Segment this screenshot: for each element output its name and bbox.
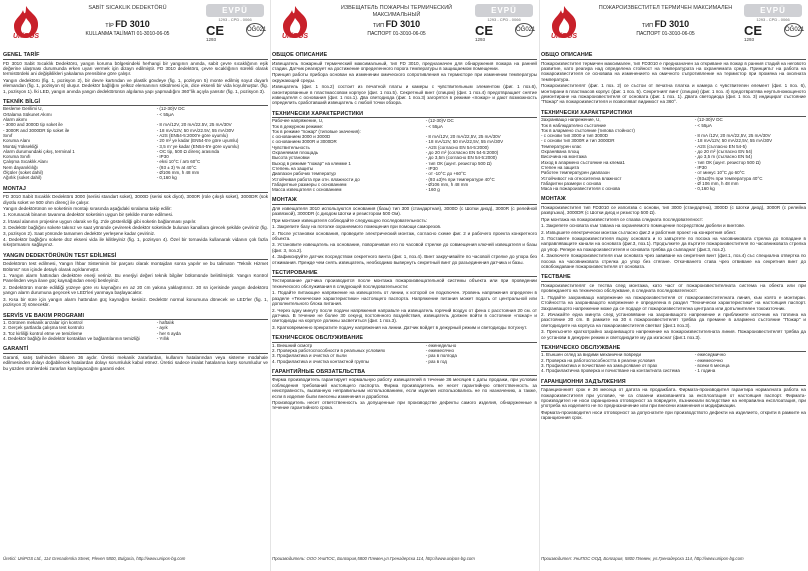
spec-label: - с основи тип 3000 и тип 3000D — [541, 133, 608, 139]
spec-value: - haftalık — [156, 320, 174, 325]
paragraph: 3. Установите извещатель на основание, поворачивая его по часовой стрелке до совмещения ключей извещателя и базы (фиг. 3, поз.2). — [272, 242, 537, 253]
section-heading: ОБЩОЕ ОПИСАНИЕ — [272, 52, 537, 60]
spec-value: - раз в полгода — [425, 353, 457, 359]
spec-label: Alarm durumundaki çıkış, terminal 1 — [3, 148, 75, 154]
paragraph: Принцип работы прибора основан на изменении омического сопротивления на термисторе при изменении температуры окружающей среды. — [272, 72, 537, 83]
cert-code: 1293 - CPD - 0066 — [218, 17, 252, 22]
manufacturer-footer: Üretici: UniPOS Ltd., 114 Grenaderska Street, Pleven 5800, Bulgaria, http://www.unipos-bg.com — [3, 556, 186, 561]
spec-value: - до 3,5m (согласно EN 54-5:2000) — [425, 155, 497, 161]
paragraph: Пожароизвестител термичен максимален, тип FD3010 е предназначен за откриване на пожар в ранния стадий на неговото развитие, като реагира над определена стойност на температурата на охраняемата среда. Принципът на работа на пожароизвестителя се основава на изменението на омичното съпротивление на термистор при промяна на околната температура. — [541, 60, 806, 82]
spec-label: Габаритные размеры с основанием — [272, 181, 347, 187]
spec-value: - ежемесечно — [694, 357, 723, 363]
brand-name: UniPOS — [550, 33, 578, 40]
paragraph: 2. Изчакайте една минута след установяване на захранващото напрежение и приближете източник на топлина на разстояние 20 cm. В рамките на 30 s пожароизвестителят трябва да премине в алармено състояние "Пожар" и светодиодите на корпуса на пожароизвестителя светват (фиг.1 поз.3). — [541, 311, 806, 328]
section-heading: ГАРАНТИЙНЫЕ ОБЯЗАТЕЛЬСТВА — [272, 369, 537, 377]
spec-label: 2. Проверка работоспособности в реальных условиях — [272, 347, 386, 353]
spec-value: - Ø106 mm, h 48 mm — [156, 170, 200, 175]
product-title: ПОЖАРОИЗВЕСТИТЕЛ ТЕРМИЧЕН МАКСИМАЛЕН — [598, 5, 733, 11]
column-header — [272, 0, 537, 50]
spec-value: - 8 mA/12V, 20 mA/22.5V, 25 mA/30V — [156, 122, 232, 128]
spec-value: - < 55μA — [694, 122, 712, 128]
spec-value: - Ø106 mm, h 48 mm — [425, 181, 469, 187]
column-body — [272, 52, 537, 571]
model-number: FD 3010 — [385, 19, 421, 29]
paragraph: Тестирование датчика производится после монтажа пожароизвещательной системы объекта или при проведении технического обслуживания в следующей последовательности: — [272, 278, 537, 289]
section-heading: ТЕХНИЧЕСКИ ХАРАКТЕРИСТИКИ — [541, 110, 806, 118]
spec-value: - eksi 10°C / artı 60°C — [156, 159, 201, 165]
spec-row — [541, 368, 806, 373]
section-heading: ТЕХНИЧЕСКИ ХАРАКТЕРИСТИКИ — [272, 111, 537, 119]
paragraph: Yangın dedektörünün ve soketinin montajı sırasında aşağıdaki sıralama takip edilir: — [3, 205, 172, 211]
evpu-logo: EVPÜ — [475, 4, 533, 17]
spec-label: Alarm akımı — [3, 117, 28, 123]
spec-value: - A2S (EN54-5:2000'e göre uyumlu) — [156, 132, 228, 138]
spec-value: - 8 mA /12V, 20 mA/22,5V, 25 mA/30V — [694, 133, 771, 139]
paragraph: Dedektörün test edilmesi, Yangın İhbar Sisteminin bir parçası olarak montajdan sonra yapılır ve bu talimatın "Teknik Hizmet Bölümü" nün içinde detaylı olarak açıklanmıştır. — [3, 261, 268, 272]
spec-row — [3, 336, 268, 341]
paragraph: 1. Подайте захранващо напрежение на пожароизвестителя от пожароизвестителната линия, към която е монтиран. Стойността на захранващото напрежение е определена в раздел "Технически характеристики" на настоящия паспорт. Захранващото напрежение може да се подаде от пожароизвестителна централа или допълнителен токоизточник. — [541, 294, 806, 311]
product-title: ИЗВЕЩАТЕЛЬ ПОЖАРНЫ ТЕРМИЧЕСКИЙ МАКСИМАЛЬНЫЙ — [340, 5, 453, 18]
spec-label: Высота установки — [272, 155, 310, 161]
spec-label: 1. Външен оглед за видими механични повреди — [541, 352, 641, 358]
column-divider — [270, 0, 271, 571]
spec-label: 1. Görünen mekanik arızalar için kontrol — [3, 320, 83, 325]
paragraph: 1. Yangın alarm hattından dedektöre enerji veriniz. Bu enerjiyi değeri teknik bilgiler bölümünde belirtilmiştir. Yangın Kontrol Panelinden veya ilave güç kaynağından enerji besleyiniz. — [3, 273, 268, 284]
model-number: FD 3010 — [115, 19, 150, 29]
approval-mark: ÖĞ021 — [784, 23, 802, 37]
product-title: SABİT SICAKLIK DEDEKTÖRÜ — [88, 5, 167, 11]
spec-value: - (93 ± 3) % at 40°C — [156, 164, 197, 170]
spec-value: - ayık — [156, 325, 168, 331]
spec-value: - her 6 ayda — [156, 330, 181, 336]
document-number: ПАСПОРТ 01-3010-06-05 — [636, 31, 695, 37]
spec-value: - (12-30)V DC — [156, 106, 185, 112]
type-label: ТИП — [372, 23, 385, 29]
spec-label: Ağırlık (soket dahil) — [3, 175, 42, 181]
paragraph: 4. Заключете пожароизвестителя към основата чрез завиване на секретния винт (фиг.1, поз.4) със специална отвертка по посока на часовниковата стрелка до упор без стягане. Откачването става чрез отвиване на секретния винт до освобождаване пожароизвестителя от основата. — [541, 253, 806, 269]
spec-label: Выход в режиме "пожар" на клемме 1 — [272, 160, 351, 166]
ce-mark: CE — [475, 23, 494, 38]
spec-label: Маса на пожароизвестителя с основа — [541, 186, 620, 192]
spec-label: Устойчивост на относителна влажност — [541, 175, 622, 181]
spec-label: Ток в дежурном режиме: — [272, 123, 324, 129]
cert-marks — [744, 23, 805, 38]
section-heading: ГАРАНЦИОННИ ЗАДЪЛЖЕНИЯ — [541, 379, 806, 387]
spec-label: Koruma Alanı — [3, 138, 31, 144]
section-heading: ОБЩО ОПИСАНИЕ — [541, 52, 806, 60]
document-number: ПАСПОРТ 01-3010-06-05 — [367, 31, 426, 37]
spec-label: 3. Toz kirliliği kontrol etme ve temizleme — [3, 330, 83, 336]
spec-value: - (12-30)V DC — [694, 117, 723, 123]
spec-value: - 0,160 kg — [156, 175, 177, 181]
spec-label: 3. Профилактика и почистване на замърсяване от прах — [541, 363, 658, 369]
paragraph: 4. Dedektör bağlığını sokete düz ekseni vida ile kilitleyiniz (fig. 1, pozisyon 4). Özel bir tornavida kullanarak vidanın çok fazla sıkıştırmasını sağlayınız. — [3, 236, 268, 248]
section-heading: TEKNİK BİLGİ — [3, 99, 268, 107]
paragraph: FD 3010 Sabit Sıcaklık Dedektörü, yangın koruma bölgesindeki herhangi bir yangının anında, sabit çevre sıcaklığının eşik değerine ulaşması durumunda erken uyarı vermek için dizayn edilmiştir. FD 3010 dedektörü, çevre sıcaklığının sürekli olarak termistördeki ani değişiklikleri yakalama prensibine göre çalışır. — [3, 60, 268, 77]
cert-code: 1293 - CPD - 0066 — [756, 17, 790, 22]
column-header — [3, 0, 268, 50]
paragraph: При монтаже извещателя соблюдайте следующую последовательность: — [272, 217, 428, 223]
spec-value: - тип ОК (шунт. резистор 500 Ω) — [694, 159, 761, 165]
spec-label: с основанием 3000R и 3000DR — [272, 139, 337, 145]
unipos-logo — [5, 4, 47, 44]
approval-mark: ÖĞ021 — [515, 23, 533, 37]
spec-value: - < 55μA — [425, 123, 443, 129]
spec-label: Ток в наблюдателно състояние — [541, 122, 607, 128]
spec-row — [272, 187, 537, 192]
spec-label: Температурен клас — [541, 143, 582, 149]
document-number: KULLANMA TALİMATI 01-3010-06-05 — [85, 31, 170, 37]
spec-value: - A2S (съгласно EN 54-5) — [694, 143, 747, 149]
spec-value: - до 20 m² (согласно EN 54-5:2000) — [425, 150, 499, 156]
spec-label: Охраняемая площадь — [272, 150, 319, 156]
spec-label: Охранявана площ — [541, 149, 580, 155]
spec-label: 2. Проверка на работоспособността в реални условия — [541, 357, 655, 363]
paragraph: Для извещателя 3010 используются основания (базы) тип 300 (стандартная), 3000D (с Шотки диод), 3000R (с релейной развязкой), 3000DR (с диодом Шотки и резистором 500 Ом). — [272, 205, 537, 217]
type-label: ТИП — [641, 23, 654, 29]
spec-label: Чувствительность — [272, 144, 310, 150]
spec-value: - < 55μA — [156, 111, 174, 117]
manufacturer-footer: Производитель: ООО УниПОС, Болгария,5800 Плевен,ул.Гренадерска 114, http://www.unipos-bg.com — [272, 556, 475, 561]
paragraph: Пожароизвестителят (фиг. 1 поз. 2) се състои от печатна платка и камера с чувствителен елемент (фиг. 1 поз. 6), монтирани в пластмасов корпус (фиг. 1 поз. 5). Секретният винт (спицом) (фиг. 1 поз. 4) предотвратява неупълномощеното демонтиране на пожароизвестителя от основата (фиг. 1 поз. 1). Двата светодиода (фиг. 1 поз. 3) индицират състояние "Пожар" на пожароизвестителя и позволяват видимост на 360°. — [541, 83, 806, 105]
paragraph: Garanti, satış tarihinden itibaren 36 aydır. Üretici mekanik zararlardan, kullanım hatalarından veya sisteme müdahale edilmesinden dolayı doğabilecek hatalardan dolayı sorumluluk kabul etmez. Üretici sadece imalat hatalarına karşı sorumludur ve bu yüzden ürünlerdeki zararları karşılayacağını garanti eder. — [3, 354, 268, 371]
ce-mark: CE — [206, 23, 225, 38]
section-heading: ТЕСТВАНЕ — [541, 274, 806, 282]
paragraph: 3. Dedektör bağlığını sokete takınız ve saat yönünde çevirerek dedektör soketinde bulunan kanallara girecek şekilde çeviriniz (fig. 3, pozisyon 2). Saat yönünde tamamen dedektör yerleşene kadar çeviriniz. — [3, 225, 268, 236]
paragraph: Yangın dedektörü (fig. 1, pozisyon 2), bir devre kartından ve plastik gövdeye (fig. 1, pozisyon 5) monte edilmiş soyut duyarlı elemandan (fig. 1, pozisyon 6) oluşur. Dedektör bağlığını yelküz elemanının sökülmesi için, dice eksenli bir vida koyulmuştur. (fig. 1, pozisyon 1). İki LED, yangın anında yangın dedektörünün algılama yapı yapmadığını 360°lik açıyla yansıtır (fig. 1, pozisyon 3). — [3, 77, 268, 94]
paragraph: Пожароизвестителят се тества след монтажа, като част от пожароизвестителната система на обекта или при провеждането на техническо обслужване, в следната последователност: — [541, 282, 806, 294]
spec-value: - IP30 — [156, 154, 169, 160]
manufacturer-footer: Производител: УниПОС ООД, Болгария, 5800 Плевен, ул.Гренадерска 114, http://www.unipos-bg.com — [541, 556, 744, 561]
section-heading: GARANTİ — [3, 346, 268, 354]
spec-label: Besleme Gerilimi U, — [3, 106, 43, 112]
spec-label: Çalışma Sıcaklık Alanı — [3, 159, 48, 165]
section-heading: МОНТАЖ — [272, 197, 537, 205]
unipos-logo — [274, 4, 316, 44]
evpu-logo: EVPÜ — [744, 4, 802, 17]
spec-value: - OC tip, 500 Ω direnç arasında — [156, 148, 220, 154]
spec-label: Sınıf — [3, 132, 13, 138]
cert-numbers — [206, 37, 264, 42]
section-heading: SERVİS VE BAKIM PROGRAMI — [3, 313, 268, 321]
spec-label: Ortalama Sükunet Akımı — [3, 111, 52, 117]
column-header — [541, 0, 806, 50]
spec-label: Изход в алармено състояние на клема1 — [541, 159, 625, 165]
certification-block — [744, 4, 805, 48]
model-line — [589, 19, 742, 29]
paragraph: 3. Kısa bir süre için yangın alarm hattından güç kaynağını kesiniz. Dedektör normal konumuna dönecek ve LED'ler (fig. 1, pozisyon 3) sönecektir. — [3, 296, 268, 308]
paragraph: Фирма производитель гарантирует нормальную работу извещателей в течение 36 месяцев с даты продажи, при условии соблюдения требований настоящего паспорта. Фирма производитель не несет гарантийную ответственность за неисправность, вызванную неправильным использованием, если изделия использовались не по назначению, а также, если в изделие были внесены изменения и доработки. — [272, 377, 537, 399]
section-heading: МОНТАЖ — [541, 196, 806, 204]
spec-row — [3, 175, 268, 180]
spec-label: Koruma Sınıfı — [3, 154, 31, 160]
spec-label: Захранващо напрежение, U, — [541, 117, 601, 123]
paragraph: 1. Подайте питающее напряжение на извещатель от линии, к которой он подключен. Уровень напряжения определен в разделе «Технические характеристики» настоящего паспорта. Напряжение питания может подать от центральной или дополнительного блока питания. — [272, 290, 537, 307]
spec-value: - (93±3)% при температура 40°C — [694, 175, 763, 181]
paragraph: 4. Зафиксируйте датчик посредством секретного винта (фиг. 1, поз.4). Винт закручивайте по часовой стрелке до упора без отжимания. Прежде чем снять извещатель, необходимо вывернуть секретный винт до разъединения датчика и базы. — [272, 254, 537, 265]
model-number: FD 3010 — [654, 19, 690, 29]
paragraph: 2. Извършете електрически монтаж съгласно фиг.2 и работния проект на конкретния обект. — [541, 229, 737, 235]
spec-label: Габаритни размери с основа — [541, 180, 601, 186]
section-heading: MONTAJ — [3, 186, 268, 194]
spec-label: - 3000 and 3000D tip soket ile — [3, 122, 63, 128]
spec-label: Степень на защиты — [272, 165, 314, 171]
spec-value: - Ø 106 mm, h 48 mm — [694, 180, 739, 186]
brand-name: UniPOS — [281, 33, 309, 40]
paragraph: Фирмата-производител носи отговорност за допуснатите при производството дефекти на изделието, открити в рамките на гаранционния срок. — [541, 409, 806, 421]
paragraph: 1. Закрепите базу на потолке охраняемого помещения при помощи саморезов. — [272, 224, 442, 230]
spec-value: - 18 mA/12V, 50 mA/22.5V, 55 mA/30V — [156, 127, 235, 133]
spec-label: 4. Профилактична проверка и почистване на контактната система — [541, 368, 680, 374]
spec-value: - тип ОК (шунт. резистор 500 Ω) — [425, 160, 492, 166]
spec-label: 4. Dedektör bağlığı ile dedektör kontakları ve bağlantılarının temizliği — [3, 335, 140, 341]
spec-label: Montaj Yüksekliği — [3, 143, 38, 149]
spec-row — [272, 359, 537, 364]
evpu-logo: EVPÜ — [206, 4, 264, 17]
paragraph: Гаранционният срок е 36 месеца от датата на продажбата. Фирмата-производител гарантира нормалната работа на пожароизвестителя при условие, че са спазени изискванията за експлоатация от настоящия паспорт. Фирмата-производител не носи гаранционна отговорност за повредите, възникнали вследствие на неправилна експлоатация, при употреба на изделието не по предназначение или при внесени изменения и модификации. — [541, 387, 806, 409]
spec-value: - 8 mA/12V, 20 mA/22,5V, 25 mA/30V — [425, 134, 501, 140]
spec-label: - 3000R and 3000DR tip soket ile — [3, 127, 70, 133]
notified-body-number: 1293 — [206, 37, 217, 42]
paragraph: При монтажа на пожароизвестителя се спазва следната последователност: — [541, 216, 704, 222]
paragraph: 2. После установки основания, проведите электрический монтаж, согласно схеме фиг. 2 и рабочего проекта конкретного объекта. — [272, 230, 537, 241]
paragraph: 1. Korunacak binanın tavanına dedektör soketinin uygun bir şekilde monte edilmesi. — [3, 212, 174, 218]
cert-marks — [206, 23, 267, 38]
spec-label: 1. Внешний осмотр — [272, 342, 313, 348]
model-line — [320, 19, 473, 29]
spec-value: - 160 g — [425, 187, 440, 193]
spec-value: - 1 година — [694, 368, 716, 374]
spec-label: Степен на защита — [541, 164, 579, 170]
spec-value: - 18 mA/12V, 50 mA/22,5V, 55 mA/30V — [425, 139, 504, 145]
spec-value: - (12-30)V DC — [425, 118, 454, 124]
leaflet-column — [541, 0, 806, 571]
spec-value: - A2S (согласно EN 54-5:2000) — [425, 144, 489, 150]
spec-label: Диапазон рабочих температур — [272, 171, 336, 177]
section-heading: ТЕХНИЧЕСКОЕ ОБСЛУЖИВАНИЕ — [272, 335, 537, 343]
ce-mark: CE — [744, 23, 763, 38]
certification-block — [475, 4, 536, 48]
spec-value: - IP30 — [694, 164, 707, 170]
notified-body-number: 1293 — [475, 37, 486, 42]
spec-value: - еженедельно — [425, 342, 457, 348]
spec-value: - до 20 m² (съгласно EN 54) — [694, 149, 753, 155]
spec-value: - 0,160 kg — [694, 186, 715, 192]
spec-value: - всеки 6 месеца — [694, 363, 730, 369]
spec-label: Работен температурен диапазон — [541, 170, 610, 176]
spec-label: Ток в режиме "пожар" (типовые значения): — [272, 128, 361, 134]
paragraph: 3. Прекъснете краткотрайно захранващото напрежение на пожароизвестителната линия. Пожароизвестителят трябва да се установи в дежурен режим и светодиодите му да изгаснат (фиг.1 поз.3). — [541, 329, 806, 340]
leaflet-column — [272, 0, 537, 571]
spec-label: 2. Gerçek şartlarda çalışma test kontrolü — [3, 325, 84, 331]
spec-label: Устойчивая работа при отн. влажности до — [272, 176, 360, 182]
spec-value: - ежемесячно — [425, 347, 455, 353]
spec-value: - раз в год — [425, 358, 447, 364]
paragraph: Пожароизвестител тип FD3010 се използва с основи, тип 3000 (стандартна), 3000D (с Шотки диод), 3000R (с релейна развръзка), 3000DR (с Шотки диод и резистор 500 Ω). — [541, 204, 806, 216]
spec-value: - от -10°C до +60°C — [425, 171, 467, 177]
paragraph: 1. Закрепете основата към тавана на охраняемото помещение посредством дюбели и винтове. — [541, 223, 746, 229]
column-divider — [539, 0, 540, 571]
spec-value: - 20 m² ye kadar (EN54-5'e göre uyumlu) — [156, 138, 239, 144]
notified-body-number: 1293 — [744, 37, 755, 42]
type-label: TİP — [105, 23, 114, 29]
spec-label: 3. Профилактика и очистка от пыли — [272, 353, 347, 359]
certification-block — [206, 4, 267, 48]
spec-label: Рабочее напряжение, U, — [272, 118, 324, 124]
cert-numbers — [475, 37, 533, 42]
approval-mark: ÖĞ021 — [246, 23, 264, 37]
spec-value: - от минус 10°C до 60°C — [694, 170, 745, 176]
spec-value: - Yıllık — [156, 335, 170, 341]
paragraph: 2. İrtasal alanının projesine uygun olarak ve fig. 2'de gösterildiği gibi soketin bağlanması yapılır. — [3, 218, 197, 224]
section-heading: YANGIN DEDEKTÖRÜNÜN TEST EDİLMESİ — [3, 253, 268, 261]
spec-value: - ежеседмично — [694, 352, 726, 358]
paragraph: Извещатель пожарный термический максимальный, тип FD 3010, предназначен для обнаружения пожара на ранней стадии. Датчик реагирует на достижение определенного порога температуры в защищаемом помещении. — [272, 60, 537, 71]
spec-label: Масса извещателя с основанием — [272, 187, 342, 193]
paragraph: Производитель несет ответственность за допущенные при производстве дефекты самого изделия, обнаруженные в течение гарантийного срока. — [272, 399, 537, 411]
spec-value: - до 3,5 m (съгласно EN 54) — [694, 154, 753, 160]
section-heading: ТЕХНИЧЕСКО ОБСЛУЖВАНЕ — [541, 345, 806, 353]
spec-value: - IP30 — [425, 165, 438, 171]
cert-code: 1293 - CPD - 0066 — [487, 17, 521, 22]
spec-label: Nem dayanıklılığı — [3, 164, 38, 170]
column-body — [3, 52, 268, 571]
spec-value: - (93 ±3)% при температуре 40°C — [425, 176, 495, 182]
unipos-logo — [543, 4, 585, 44]
paragraph: 3. Кратковременно прекратите подачу напряжения на линии. Датчик войдет в дежурный режим и светодиоды потухнут. — [272, 324, 528, 330]
section-heading: GENEL TARİF — [3, 52, 268, 60]
spec-row — [541, 186, 806, 191]
cert-numbers — [744, 37, 802, 42]
spec-label: 4. Профилактика и очистка контактной группы — [272, 358, 369, 364]
section-heading: ТЕСТИРОВАНИЕ — [272, 270, 537, 278]
spec-label: Ток в алармено състояние (типова стойност) — [541, 127, 635, 133]
spec-label: с основанием 3000 и 3000D — [272, 134, 331, 140]
model-line — [51, 19, 204, 29]
spec-label: Височина на монтажа — [541, 154, 587, 160]
paragraph: Извещатель (фиг. 1 поз.2) состоит из печатной платы и камеры с чувствительным элементом (фиг. 1 поз.6), смонтированные в пластмассовом корпусе (фиг. 1 поз.5). Секретный винт (спицом) (фиг. 1 поз.4) предотвращает снятие извещателя с основания (фиг. 1 поз.1). Два светодиода (фиг. 1 поз.3) загорятся в режиме «пожар» и дают возможность определить сработавший извещатель с любой точки обзора. — [272, 84, 537, 106]
leaflet-column — [3, 0, 268, 571]
spec-value: - 3,5 m' ye kadar (EN54-5'e göre uyumlu) — [156, 143, 239, 149]
paragraph: 2. Dedektörün monte edildiği yüzeye göre ısı kaynağını en az 20 cm yakına yaklaştırınız. 30 sn içerisinde yangın dedektörü yangın alarm durumuna geçecek ve LED'leri yanmaya başlayacaktır. — [3, 284, 268, 296]
column-body — [541, 52, 806, 571]
paragraph: FD 3010 Sabit Sıcaklık Dedektörü 3000 (seriisi standart soket), 3000D (serisi sok diyot), 3000R (role çıkışlı soket), 3000DR (sok diyotlu soket ve 500 ohm direnç) ile çalışır. — [3, 194, 268, 205]
paragraph: 2. Через одну минуту после подачи напряжения направьте на извещатель горячий воздух от фена с расстояния 20 см. от датчика. В течение не более 30 секунд постоянного воздействия, извещатель должен войти в состояние «пожар» и светодиоды на корпусе должны засветиться (фиг. 1 поз.3). — [272, 307, 537, 324]
brand-name: UniPOS — [12, 33, 40, 40]
spec-label: Ölçüler (soket dahil) — [3, 170, 44, 175]
spec-label: - с основи тип 3000R и тип 3000DR — [541, 138, 615, 144]
cert-marks — [475, 23, 536, 38]
spec-value: - 18 mA/12V, 50 mA/22,5V, 55 mA/30V — [694, 138, 773, 144]
paragraph: 3. Поставете пожароизвестителя върху основата и го завъртете по посока на часовниковата стрелка до попадане в направляващите канали на основата (фиг.3, поз.1). Продължете да въртите пожароизвестителя по часовниковата стрелка до упор. Репере на пожароизвестителя и основата трябва да съвпаднат (фиг.3, поз.2). — [541, 235, 806, 252]
